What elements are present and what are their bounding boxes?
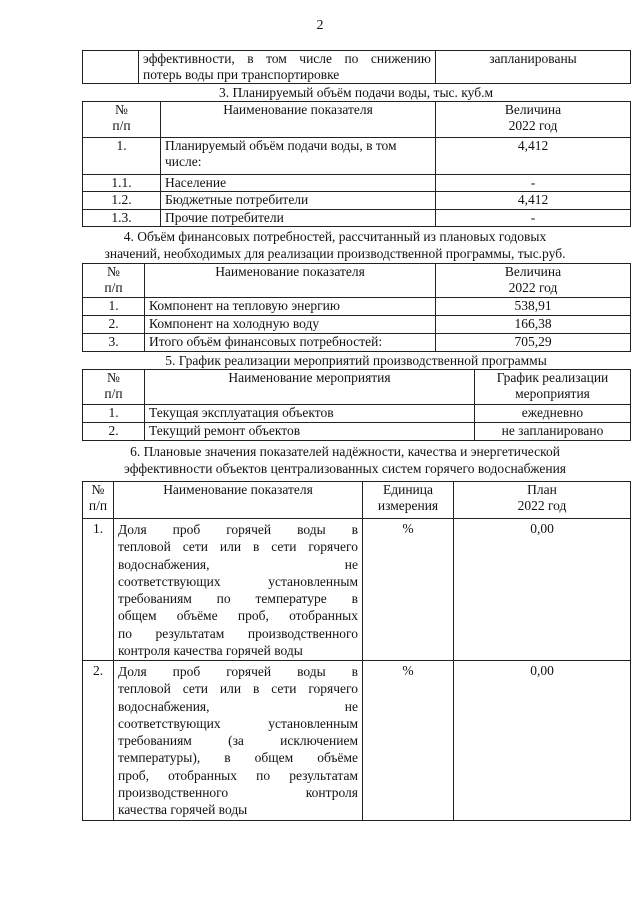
section-6-title-line: 6. Плановые значения показателей надёжности, качества и энергетической [130,444,560,459]
row-value: 166,38 [436,316,631,334]
header-text: 2022 год [508,280,558,295]
section-4-title-line: 4. Объём финансовых потребностей, рассчитанный из плановых годовых [123,229,547,244]
row-name-line: числе: [165,154,202,169]
section-3-table [82,101,631,227]
header-text: График реализации [496,370,609,385]
table-row [83,192,631,210]
row-name-line: качества горячей воды [118,802,248,818]
row-name: Текущая эксплуатация объектов [145,405,475,423]
row-name-line: по результатам производственного [118,625,358,641]
header-text: 2022 год [517,498,567,513]
col-header-name: Наименование показателя [145,264,436,298]
row-name-line: Доля проб горячей воды в [118,522,358,537]
row-name: Бюджетные потребители [161,192,436,210]
row-num: 2. [83,661,114,821]
section-4-title [40,228,630,262]
row-num: 1. [83,405,145,423]
row-name [161,138,436,175]
top-continuation-table [82,50,631,84]
row-schedule: ежедневно [475,405,631,423]
table-row [83,316,631,334]
col-header-value [436,264,631,298]
col-header-name: Наименование мероприятия [145,370,475,405]
row-name-line: водоснабжения, не [118,556,358,572]
row-num: 1. [83,519,114,661]
section-6-title-line: эффективности объектов централизованных систем горячего водоснабжения [124,461,566,476]
row-value: 705,29 [436,334,631,352]
row-name [114,661,363,821]
row-name: Текущий ремонт объектов [145,423,475,441]
table-row [83,175,631,192]
row-name: Итого объём финансовых потребностей: [145,334,436,352]
row-unit: % [363,519,454,661]
row-name-line: требованиям по температуре в [118,591,358,607]
col-header-name: Наименование показателя [114,482,363,519]
header-text: мероприятия [515,386,590,401]
measure-text-line: потерь воды при транспортировке [143,67,340,82]
header-text: п/п [104,280,123,295]
header-text: п/п [104,386,123,401]
table-row [83,519,631,661]
row-num: 1.2. [83,192,161,210]
row-plan: 0,00 [454,661,631,821]
row-num: 3. [83,334,145,352]
row-name-line: производственного контроля [118,785,358,801]
row-name-line: Доля проб горячей воды в [118,664,358,679]
col-header-plan [454,482,631,519]
col-header-num [83,102,161,138]
table-row [83,210,631,227]
row-name [114,519,363,661]
section-4-title-line: значений, необходимых для реализации производственной программы, тыс.руб. [104,246,566,261]
measure-status: запланированы [436,51,631,84]
row-name-line: контроля качества горячей воды [118,643,303,659]
row-name-line: водоснабжения, не [118,698,358,714]
row-num: 2. [83,423,145,441]
header-text: № [107,264,120,279]
header-text: измерения [377,498,439,513]
col-header-schedule [475,370,631,405]
section-3-title: 3. Планируемый объём подачи воды, тыс. куб.м [218,85,493,100]
col-header-num [83,264,145,298]
row-name: Население [161,175,436,192]
row-value: 538,91 [436,298,631,316]
section-6-table [82,481,631,821]
row-value: - [436,210,631,227]
table-row [83,334,631,352]
row-num: 2. [83,316,145,334]
section-4-table [82,263,631,352]
section-5-title: 5. График реализации мероприятий производственной программы [165,353,547,368]
table-row [83,405,631,423]
header-text: Единица [382,482,433,497]
col-header-name: Наименование показателя [161,102,436,138]
row-value: 4,412 [436,192,631,210]
row-value: 4,412 [436,138,631,175]
row-value: - [436,175,631,192]
measure-text-line: эффективности, в том числе по снижению [143,51,431,66]
measure-text-cell [139,51,436,84]
table-row [83,661,631,821]
row-name-line: температуры), в общем объёме [118,750,358,766]
header-text: № [91,482,105,497]
row-name-line: Планируемый объём подачи воды, в том [165,138,397,153]
header-text: Величина [504,102,562,117]
row-name-line: тепловой сети или в сети горячего [118,681,358,697]
row-name: Компонент на тепловую энергию [145,298,436,316]
col-header-unit [363,482,454,519]
header-text: № [107,370,120,385]
row-num: 1. [83,138,161,175]
row-plan: 0,00 [454,519,631,661]
col-header-num [83,370,145,405]
row-unit: % [363,661,454,821]
table-row [83,138,631,175]
row-name-line: общем объёме проб, отобранных [118,608,358,624]
header-text: Величина [504,264,562,279]
section-5-table [82,369,631,441]
table-row [83,298,631,316]
row-num: 1.3. [83,210,161,227]
header-text: п/п [112,118,131,133]
empty-num-cell [83,51,139,84]
header-text: План [527,482,557,497]
row-name-line: требованиям (за исключением [118,733,358,749]
row-name-line: проб, отобранных по результатам [118,767,358,783]
header-text: 2022 год [508,118,558,133]
row-schedule: не запланировано [475,423,631,441]
page-number: 2 [316,18,324,33]
col-header-value [436,102,631,138]
row-name-line: тепловой сети или в сети горячего [118,539,358,555]
section-6-title [60,443,630,477]
header-text: № [115,102,128,117]
row-name: Компонент на холодную воду [145,316,436,334]
row-num: 1. [83,298,145,316]
row-name: Прочие потребители [161,210,436,227]
table-row [83,423,631,441]
row-name-line: соответствующих установленным [118,715,358,731]
header-text: п/п [88,498,108,513]
row-name-line: соответствующих установленным [118,573,358,589]
row-num: 1.1. [83,175,161,192]
col-header-num [83,482,114,519]
